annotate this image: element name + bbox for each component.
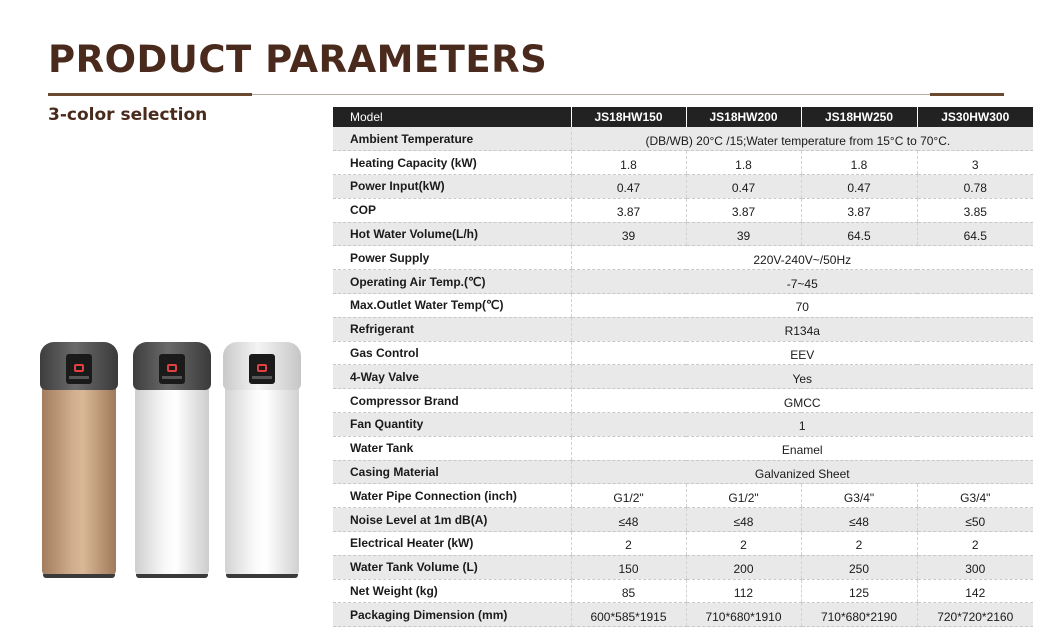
table-cell: 300	[917, 555, 1033, 579]
table-cell-merged: EEV	[571, 341, 1033, 365]
table-cell: 2	[917, 532, 1033, 556]
row-label: Hot Water Volume(L/h)	[333, 222, 571, 246]
table-header-row	[333, 107, 1033, 127]
row-label: Compressor Brand	[333, 389, 571, 413]
table-cell: 2	[686, 532, 801, 556]
table-cell: 720*720*2160	[917, 603, 1033, 627]
table-cell-merged: Yes	[571, 365, 1033, 389]
table-cell: 64.5	[801, 222, 917, 246]
table-cell: 250	[801, 555, 917, 579]
table-row	[333, 270, 1033, 294]
table-row	[333, 484, 1033, 508]
table-cell: 39	[686, 222, 801, 246]
table-cell: 200	[686, 555, 801, 579]
table-cell: 600*585*1915	[571, 603, 686, 627]
row-label: Packaging Dimension (mm)	[333, 603, 571, 627]
table-cell: G3/4"	[917, 484, 1033, 508]
table-cell: 3.87	[571, 198, 686, 222]
column-header-model: Model	[333, 107, 571, 127]
table-cell: ≤48	[571, 508, 686, 532]
row-label: Water Tank	[333, 436, 571, 460]
row-label: Casing Material	[333, 460, 571, 484]
title-rule-accent-left	[48, 93, 252, 96]
table-cell: 1.8	[571, 151, 686, 175]
column-header-js18hw150: JS18HW150	[571, 107, 686, 127]
row-label: Power Input(kW)	[333, 175, 571, 199]
table-row	[333, 175, 1033, 199]
table-cell: G3/4"	[801, 484, 917, 508]
table-cell: ≤48	[686, 508, 801, 532]
table-cell-merged: Enamel	[571, 436, 1033, 460]
table-row	[333, 603, 1033, 627]
table-cell: 710*680*1910	[686, 603, 801, 627]
row-label: Fan Quantity	[333, 413, 571, 437]
table-cell: ≤50	[917, 508, 1033, 532]
table-row	[333, 294, 1033, 318]
table-cell: 125	[801, 579, 917, 603]
row-label: Max.Outlet Water Temp(℃)	[333, 294, 571, 318]
parameters-table	[333, 107, 1033, 627]
table-cell: G1/2"	[686, 484, 801, 508]
table-row	[333, 151, 1033, 175]
table-cell-merged: 220V-240V~/50Hz	[571, 246, 1033, 270]
row-label: 4-Way Valve	[333, 365, 571, 389]
row-label: Heating Capacity (kW)	[333, 151, 571, 175]
color-selection-heading: 3-color selection	[48, 105, 208, 125]
table-cell-merged: 70	[571, 294, 1033, 318]
row-label: Noise Level at 1m dB(A)	[333, 508, 571, 532]
table-cell-merged: (DB/WB) 20°C /15;Water temperature from 15°C to 70°C.	[571, 127, 1033, 151]
table-cell-merged: Galvanized Sheet	[571, 460, 1033, 484]
table-row	[333, 532, 1033, 556]
table-cell: 112	[686, 579, 801, 603]
table-row	[333, 127, 1033, 151]
row-label: Water Pipe Connection (inch)	[333, 484, 571, 508]
heater-image-gold	[40, 342, 118, 578]
table-cell: 0.47	[571, 175, 686, 199]
table-cell-merged: 1	[571, 413, 1033, 437]
table-cell: 150	[571, 555, 686, 579]
table-cell: 2	[571, 532, 686, 556]
heater-image-white-dark-top	[133, 342, 211, 578]
table-row	[333, 460, 1033, 484]
table-cell: 85	[571, 579, 686, 603]
table-row	[333, 246, 1033, 270]
table-row	[333, 365, 1033, 389]
table-row	[333, 341, 1033, 365]
table-row	[333, 413, 1033, 437]
table-cell-merged: GMCC	[571, 389, 1033, 413]
table-row	[333, 579, 1033, 603]
column-header-js30hw300: JS30HW300	[917, 107, 1033, 127]
table-cell: 3.87	[686, 198, 801, 222]
table-row	[333, 222, 1033, 246]
table-cell: 710*680*2190	[801, 603, 917, 627]
table-cell: 1.8	[801, 151, 917, 175]
table-cell: 39	[571, 222, 686, 246]
row-label: Power Supply	[333, 246, 571, 270]
table-row	[333, 317, 1033, 341]
table-row	[333, 389, 1033, 413]
row-label: Gas Control	[333, 341, 571, 365]
row-label: Net Weight (kg)	[333, 579, 571, 603]
row-label: Ambient Temperature	[333, 127, 571, 151]
table-cell: 0.47	[801, 175, 917, 199]
row-label: Water Tank Volume (L)	[333, 555, 571, 579]
row-label: Refrigerant	[333, 317, 571, 341]
table-cell: 3	[917, 151, 1033, 175]
row-label: Operating Air Temp.(℃)	[333, 270, 571, 294]
column-header-js18hw250: JS18HW250	[801, 107, 917, 127]
title-rule-accent-right	[930, 93, 1004, 96]
table-cell: 3.87	[801, 198, 917, 222]
page-title: PRODUCT PARAMETERS	[48, 38, 548, 81]
table-cell: 142	[917, 579, 1033, 603]
title-rule	[252, 94, 930, 95]
row-label: Electrical Heater (kW)	[333, 532, 571, 556]
column-header-js18hw200: JS18HW200	[686, 107, 801, 127]
table-row	[333, 436, 1033, 460]
table-cell-merged: R134a	[571, 317, 1033, 341]
table-row	[333, 508, 1033, 532]
table-cell: 1.8	[686, 151, 801, 175]
row-label: COP	[333, 198, 571, 222]
table-cell: 0.78	[917, 175, 1033, 199]
table-cell: 0.47	[686, 175, 801, 199]
table-cell: G1/2"	[571, 484, 686, 508]
table-cell: 2	[801, 532, 917, 556]
table-cell: 64.5	[917, 222, 1033, 246]
table-row	[333, 198, 1033, 222]
heater-image-white	[223, 342, 301, 578]
table-row	[333, 555, 1033, 579]
table-cell: ≤48	[801, 508, 917, 532]
table-cell: 3.85	[917, 198, 1033, 222]
table-cell-merged: -7~45	[571, 270, 1033, 294]
